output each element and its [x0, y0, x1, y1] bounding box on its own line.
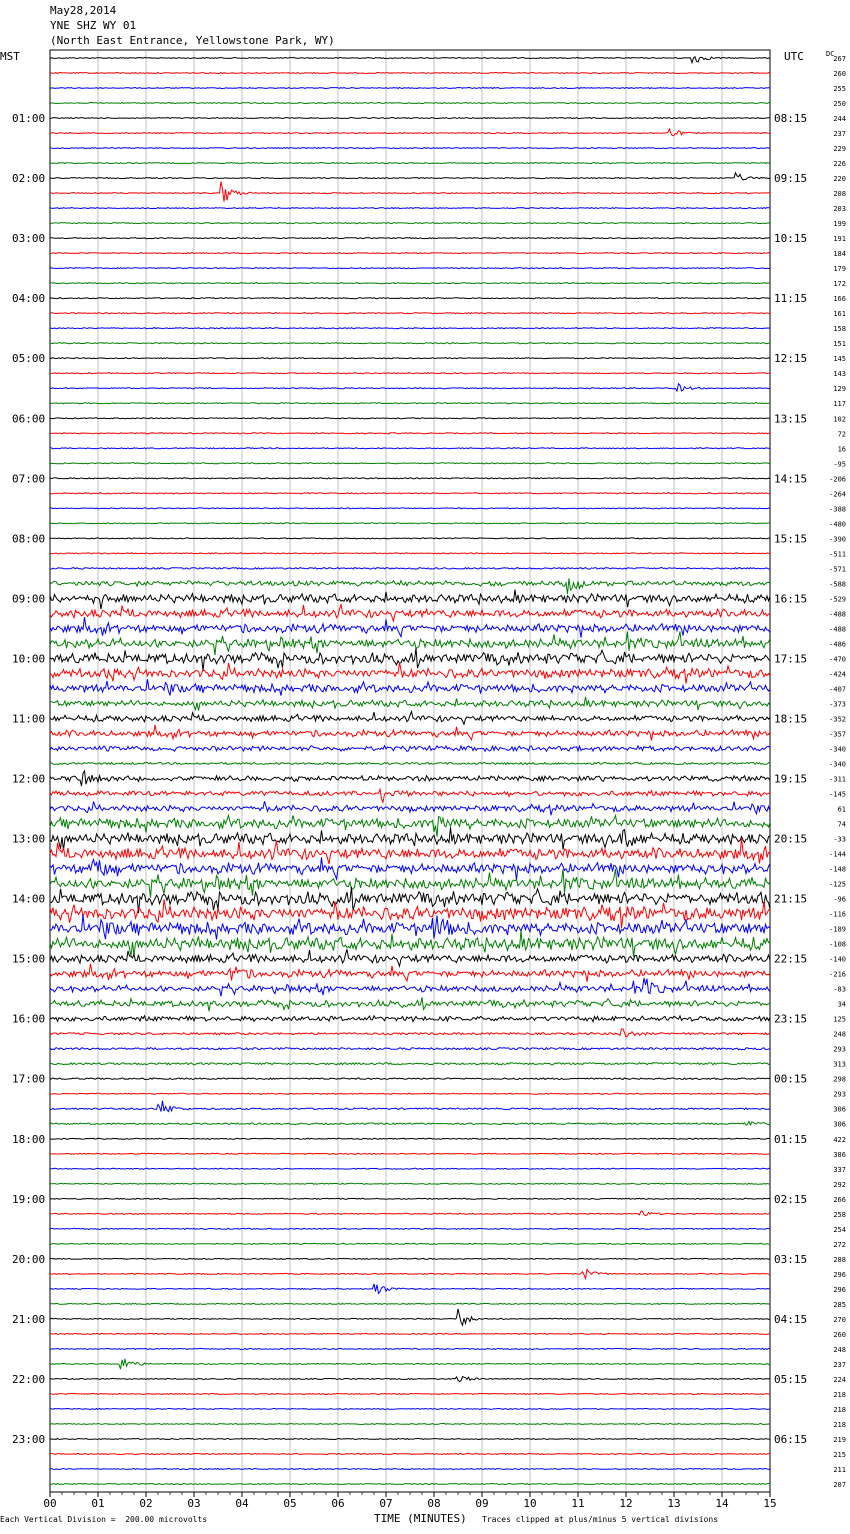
trace-line	[50, 88, 770, 89]
left-hour-label: 09:00	[12, 592, 46, 606]
dc-offset-value: -96	[833, 895, 846, 904]
trace-line	[50, 508, 770, 509]
dc-offset-value: -140	[829, 955, 846, 964]
right-hour-label: 09:15	[774, 172, 808, 186]
trace-line	[50, 73, 770, 74]
trace-line	[50, 1303, 770, 1304]
trace-line	[50, 1211, 770, 1216]
right-hour-label: 16:15	[774, 592, 808, 606]
left-hour-label: 10:00	[12, 652, 46, 666]
dc-offset-value: 220	[833, 175, 846, 184]
dc-offset-value: -480	[829, 520, 846, 529]
dc-offset-value: -189	[829, 925, 846, 934]
left-hour-label: 14:00	[12, 892, 46, 906]
dc-offset-value: 208	[833, 190, 846, 199]
trace-line	[50, 763, 770, 765]
right-hour-label: 20:15	[774, 832, 808, 846]
trace-line	[50, 478, 770, 479]
left-hour-label: 17:00	[12, 1072, 46, 1086]
dc-offset-value: 248	[833, 1345, 846, 1354]
trace-line	[50, 712, 770, 725]
trace-line	[50, 1101, 770, 1112]
dc-offset-value: -116	[829, 910, 846, 919]
trace-line	[50, 1228, 770, 1229]
x-tick-label: 06	[331, 1497, 345, 1510]
trace-line	[50, 771, 770, 786]
station-code: YNE SHZ WY 01	[50, 19, 137, 32]
x-tick-label: 04	[235, 1497, 249, 1510]
dc-offset-value: -264	[829, 490, 846, 499]
dc-offset-value: 117	[833, 400, 846, 409]
trace-line	[50, 679, 770, 696]
trace-line	[50, 1348, 770, 1349]
trace-line	[50, 448, 770, 449]
trace-line	[50, 403, 770, 404]
left-hour-label: 04:00	[12, 292, 46, 306]
trace-line	[50, 1153, 770, 1154]
trace-line	[50, 1063, 770, 1065]
trace-line	[50, 328, 770, 329]
dc-offset-value: -488	[829, 610, 846, 619]
left-hour-label: 21:00	[12, 1312, 46, 1326]
trace-line	[50, 725, 770, 741]
dc-offset-value: -340	[829, 745, 846, 754]
dc-offset-value: -108	[829, 940, 846, 949]
x-tick-label: 00	[43, 1497, 57, 1510]
dc-offset-value: 207	[833, 1481, 846, 1489]
trace-line	[50, 103, 770, 104]
trace-line	[50, 223, 770, 224]
trace-line	[50, 238, 770, 239]
dc-offset-value: 219	[833, 1435, 846, 1444]
dc-offset-value: 288	[833, 1255, 846, 1264]
dc-offset-value: 179	[833, 265, 846, 274]
trace-line	[50, 590, 770, 610]
trace-line	[50, 118, 770, 119]
dc-offset-value: -388	[829, 505, 846, 514]
right-hour-label: 06:15	[774, 1432, 808, 1446]
left-hour-label: 08:00	[12, 532, 46, 546]
dc-offset-value: 229	[833, 145, 846, 154]
dc-offset-value: 296	[833, 1285, 846, 1294]
trace-line	[50, 173, 770, 180]
right-hour-label: 01:15	[774, 1132, 808, 1146]
dc-offset-value: 218	[833, 1390, 846, 1399]
trace-line	[50, 1243, 770, 1244]
dc-offset-value: 337	[833, 1165, 846, 1174]
right-hour-label: 02:15	[774, 1192, 808, 1206]
dc-offset-value: 102	[833, 415, 846, 424]
dc-offset-value: 254	[833, 1225, 846, 1234]
right-hour-label: 04:15	[774, 1312, 808, 1326]
dc-offset-value: 292	[833, 1180, 846, 1189]
trace-line	[50, 358, 770, 359]
clip-note: Traces clipped at plus/minus 5 vertical divisions	[482, 1515, 719, 1524]
dc-offset-value: 218	[833, 1420, 846, 1429]
trace-line	[50, 384, 770, 391]
left-hour-label: 16:00	[12, 1012, 46, 1026]
right-hour-label: 10:15	[774, 232, 808, 246]
dc-offset-value: 203	[833, 205, 846, 214]
dc-offset-value: 260	[833, 1330, 846, 1339]
trace-line	[50, 1198, 770, 1199]
x-tick-label: 11	[571, 1497, 585, 1510]
dc-offset-value: 306	[833, 1105, 846, 1114]
trace-line	[50, 1183, 770, 1184]
dc-offset-value: 258	[833, 1210, 846, 1219]
dc-offset-value: -470	[829, 655, 846, 664]
left-hour-label: 07:00	[12, 472, 46, 486]
right-hour-label: 22:15	[774, 952, 808, 966]
trace-line	[50, 373, 770, 374]
right-hour-label: 05:15	[774, 1372, 808, 1386]
trace-line	[50, 930, 770, 956]
x-axis-label: TIME (MINUTES)	[374, 1512, 467, 1525]
dc-offset-value: -144	[829, 850, 846, 859]
left-hour-label: 11:00	[12, 712, 46, 726]
right-hour-label: 15:15	[774, 532, 808, 546]
dc-offset-value: 248	[833, 1030, 846, 1039]
trace-line	[50, 746, 770, 752]
dc-offset-value: 172	[833, 280, 846, 289]
dc-offset-value: 74	[837, 820, 846, 829]
dc-offset-value: 226	[833, 160, 846, 169]
dc-offset-value: 306	[833, 1120, 846, 1129]
trace-line	[50, 1121, 770, 1125]
trace-line	[50, 648, 770, 671]
trace-line	[50, 283, 770, 284]
trace-line	[50, 617, 770, 638]
trace-line	[50, 148, 770, 149]
trace-line	[50, 163, 770, 164]
left-hour-label: 05:00	[12, 352, 46, 366]
right-hour-label: 03:15	[774, 1252, 808, 1266]
left-hour-label: 06:00	[12, 412, 46, 426]
trace-line	[50, 899, 770, 928]
dc-offset-value: -206	[829, 475, 846, 484]
dc-offset-value: -340	[829, 760, 846, 769]
dc-offset-value: 255	[833, 85, 846, 94]
trace-line	[50, 253, 770, 254]
left-hour-label: 13:00	[12, 832, 46, 846]
x-tick-label: 03	[187, 1497, 201, 1510]
x-tick-label: 07	[379, 1497, 393, 1510]
dc-offset-value: -390	[829, 535, 846, 544]
dc-offset-value: 145	[833, 355, 846, 364]
trace-line	[50, 1029, 770, 1037]
left-hour-label: 20:00	[12, 1252, 46, 1266]
dc-offset-value: 161	[833, 310, 846, 319]
trace-line	[50, 801, 770, 815]
trace-line	[50, 1359, 770, 1369]
trace-line	[50, 789, 770, 802]
dc-offset-value: 166	[833, 295, 846, 304]
left-hour-label: 23:00	[12, 1432, 46, 1446]
dc-offset-value: -407	[829, 685, 846, 694]
dc-offset-value: 386	[833, 1150, 846, 1159]
dc-offset-value: 129	[833, 385, 846, 394]
dc-offset-value: 72	[837, 430, 846, 439]
trace-line	[50, 604, 770, 621]
x-tick-label: 01	[91, 1497, 105, 1510]
trace-line	[50, 268, 770, 269]
trace-line	[50, 1454, 770, 1455]
dc-offset-value: -145	[829, 790, 846, 799]
dc-offset-value: -571	[829, 565, 846, 574]
trace-line	[50, 578, 770, 594]
x-tick-label: 10	[523, 1497, 537, 1510]
dc-offset-value: 293	[833, 1090, 846, 1099]
right-timezone-label: UTC	[784, 50, 804, 63]
trace-line	[50, 1284, 770, 1294]
trace-line	[50, 568, 770, 570]
dc-offset-value: 34	[837, 1000, 846, 1009]
dc-offset-value: 237	[833, 1360, 846, 1369]
left-hour-label: 18:00	[12, 1132, 46, 1146]
dc-offset-value: 296	[833, 1270, 846, 1279]
plot-frame	[50, 50, 770, 1492]
x-tick-label: 14	[715, 1497, 729, 1510]
x-tick-label: 13	[667, 1497, 681, 1510]
left-hour-label: 12:00	[12, 772, 46, 786]
x-tick-label: 15	[763, 1497, 777, 1510]
x-tick-label: 02	[139, 1497, 153, 1510]
trace-line	[50, 1393, 770, 1394]
x-tick-label: 05	[283, 1497, 297, 1510]
trace-line	[50, 838, 770, 864]
dc-offset-header: DC	[826, 50, 835, 58]
trace-line	[50, 697, 770, 711]
trace-line	[50, 978, 770, 996]
trace-line	[50, 493, 770, 494]
right-hour-label: 11:15	[774, 292, 808, 306]
dc-offset-value: 250	[833, 100, 846, 109]
trace-line	[50, 815, 770, 836]
dc-offset-value: 313	[833, 1060, 846, 1069]
trace-line	[50, 1333, 770, 1334]
trace-line	[50, 1078, 770, 1080]
dc-offset-value: 267	[833, 55, 846, 63]
trace-line	[50, 964, 770, 982]
dc-offset-value: 237	[833, 130, 846, 139]
right-hour-label: 13:15	[774, 412, 808, 426]
trace-line	[50, 869, 770, 898]
dc-offset-value: 184	[833, 250, 846, 259]
dc-offset-value: 16	[837, 445, 846, 454]
right-hour-label: 12:15	[774, 352, 808, 366]
trace-line	[50, 1439, 770, 1440]
dc-offset-value: 61	[837, 805, 846, 814]
dc-offset-value: 266	[833, 1195, 846, 1204]
dc-offset-value: 270	[833, 1315, 846, 1324]
right-hour-label: 08:15	[774, 112, 808, 126]
trace-line	[50, 343, 770, 344]
dc-offset-value: -95	[833, 460, 846, 469]
x-tick-label: 12	[619, 1497, 633, 1510]
x-tick-label: 08	[427, 1497, 441, 1510]
dc-offset-value: 298	[833, 1075, 846, 1084]
trace-line	[50, 1138, 770, 1139]
dc-offset-value: -311	[829, 775, 846, 784]
dc-offset-value: 272	[833, 1240, 846, 1249]
trace-line	[50, 997, 770, 1011]
dc-offset-value: 199	[833, 220, 846, 229]
dc-offset-value: -529	[829, 595, 846, 604]
dc-offset-value: -148	[829, 865, 846, 874]
trace-line	[50, 313, 770, 314]
dc-offset-value: -216	[829, 970, 846, 979]
trace-line	[50, 1309, 770, 1325]
left-hour-label: 19:00	[12, 1192, 46, 1206]
trace-line	[50, 1377, 770, 1382]
trace-line	[50, 463, 770, 464]
trace-line	[50, 208, 770, 209]
left-timezone-label: MST	[0, 50, 20, 63]
right-hour-label: 14:15	[774, 472, 808, 486]
left-hour-label: 01:00	[12, 112, 46, 126]
trace-line	[50, 298, 770, 299]
trace-line	[50, 1469, 770, 1470]
scale-note: Each Vertical Division = 200.00 microvolts	[0, 1515, 208, 1524]
trace-line	[50, 949, 770, 966]
dc-offset-value: 422	[833, 1135, 846, 1144]
trace-line	[50, 827, 770, 850]
dc-offset-value: -352	[829, 715, 846, 724]
dc-offset-value: -33	[833, 835, 846, 844]
trace-line	[50, 1258, 770, 1259]
dc-offset-value: 151	[833, 340, 846, 349]
trace-line	[50, 57, 770, 63]
dc-offset-value: 125	[833, 1015, 846, 1024]
dc-offset-value: 224	[833, 1375, 846, 1384]
plot-date: May28,2014	[50, 4, 117, 17]
dc-offset-value: -373	[829, 700, 846, 709]
dc-offset-value: 260	[833, 70, 846, 79]
dc-offset-value: -588	[829, 580, 846, 589]
dc-offset-value: -357	[829, 730, 846, 739]
dc-offset-value: -486	[829, 640, 846, 649]
trace-line	[50, 418, 770, 419]
dc-offset-value: 211	[833, 1465, 846, 1474]
dc-offset-value: 215	[833, 1450, 846, 1459]
trace-line	[50, 1484, 770, 1485]
left-hour-label: 15:00	[12, 952, 46, 966]
trace-line	[50, 129, 770, 136]
dc-offset-value: 285	[833, 1300, 846, 1309]
dc-offset-value: 244	[833, 115, 846, 124]
trace-line	[50, 1270, 770, 1279]
right-hour-label: 19:15	[774, 772, 808, 786]
dc-offset-value: 218	[833, 1405, 846, 1414]
right-hour-label: 18:15	[774, 712, 808, 726]
trace-line	[50, 1168, 770, 1169]
trace-line	[50, 538, 770, 539]
dc-offset-value: -424	[829, 670, 846, 679]
station-location: (North East Entrance, Yellowstone Park, WY)	[50, 34, 335, 47]
right-hour-label: 23:15	[774, 1012, 808, 1026]
dc-offset-value: 143	[833, 370, 846, 379]
trace-line	[50, 1424, 770, 1425]
right-hour-label: 00:15	[774, 1072, 808, 1086]
dc-offset-value: 158	[833, 325, 846, 334]
right-hour-label: 21:15	[774, 892, 808, 906]
right-hour-label: 17:15	[774, 652, 808, 666]
left-hour-label: 03:00	[12, 232, 46, 246]
trace-line	[50, 1093, 770, 1094]
trace-line	[50, 662, 770, 683]
dc-offset-value: -125	[829, 880, 846, 889]
trace-line	[50, 631, 770, 655]
trace-line	[50, 1409, 770, 1410]
dc-offset-value: -511	[829, 550, 846, 559]
trace-line	[50, 433, 770, 434]
dc-offset-value: 191	[833, 235, 846, 244]
left-hour-label: 22:00	[12, 1372, 46, 1386]
dc-offset-value: -83	[833, 985, 846, 994]
trace-line	[50, 1016, 770, 1022]
left-hour-label: 02:00	[12, 172, 46, 186]
trace-line	[50, 182, 770, 202]
dc-offset-value: -488	[829, 625, 846, 634]
trace-line	[50, 887, 770, 913]
x-tick-label: 09	[475, 1497, 489, 1510]
trace-line	[50, 523, 770, 524]
dc-offset-value: 293	[833, 1045, 846, 1054]
trace-line	[50, 553, 770, 554]
trace-line	[50, 1048, 770, 1050]
